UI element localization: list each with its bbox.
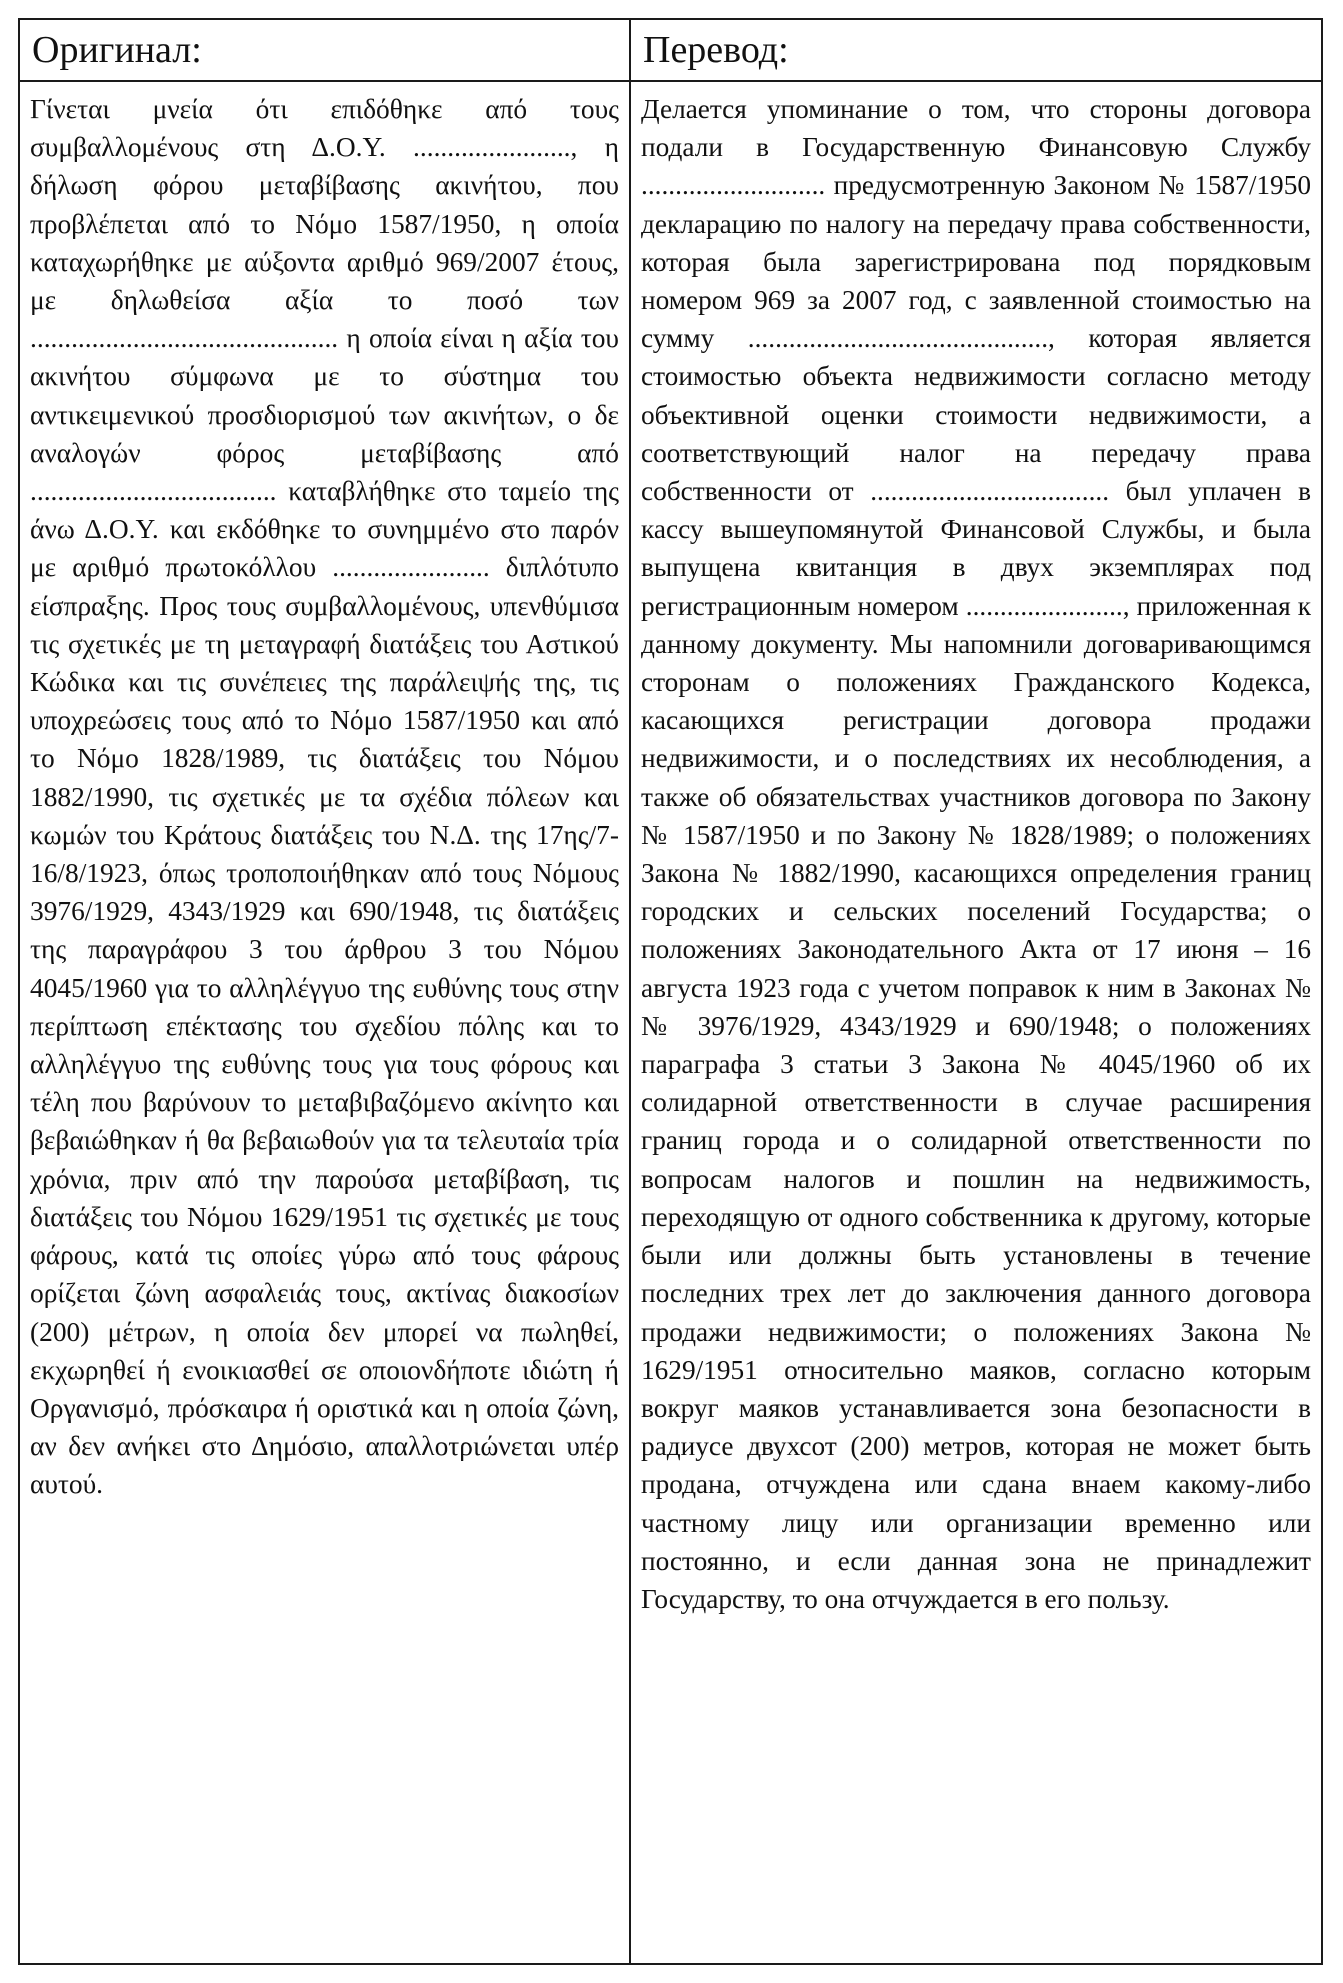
bilingual-document-table xyxy=(18,18,1323,1965)
header-row xyxy=(19,19,1322,81)
original-cell xyxy=(19,81,630,1964)
original-greek-text: Γίνεται μνεία ότι επιδόθηκε από τους συμβαλλομένους στη Δ.Ο.Υ. ......................., η δήλωση φόρου μεταβίβασης ακινήτου, που προβλέπεται από το Νόμο 1587/1950, η οποία καταχωρήθηκε με αύξοντα αριθμό 969/2007 έτους, με δηλωθείσα αξία το ποσό των ............................................. η οποία είναι η αξία του ακινήτου σύμφωνα με το σύστημα του αντικειμενικού προσδιορισμού των ακινήτων, ο δε αναλογών φόρος μεταβίβασης από .................................... καταβλήθηκε στο ταμείο της άνω Δ.Ο.Υ. και εκδόθηκε το συνημμένο στο παρόν με αριθμό πρωτοκόλλου ....................... διπλότυπο είσπραξης. Προς τους συμβαλλομένους, υπενθύμισα τις σχετικές με τη μεταγραφή διατάξεις του Αστικού Κώδικα και τις συνέπειες της παράλειψής της, τις υποχρεώσεις τους από το Νόμο 1587/1950 και από το Νόμο 1828/1989, τις διατάξεις του Νόμου 1882/1990, τις σχετικές με τα σχέδια πόλεων και κωμών του Κράτους διατάξεις του Ν.Δ. της 17ης/7-16/8/1923, όπως τροποποιήθηκαν από τους Νόμους 3976/1929, 4343/1929 και 690/1948, τις διατάξεις της παραγράφου 3 του άρθρου 3 του Νόμου 4045/1960 για το αλληλέγγυο της ευθύνης τους στην περίπτωση επέκτασης του σχεδίου πόλης και το αλληλέγγυο της ευθύνης τους για τους φόρους και τέλη που βαρύνουν το μεταβιβαζόμενο ακίνητο και βεβαιώθηκαν ή θα βεβαιωθούν για τα τελευταία τρία χρόνια, πριν από την παρούσα μεταβίβαση, τις διατάξεις του Νόμου 1629/1951 τις σχετικές με τους φάρους, κατά τις οποίες γύρω από τους φάρους ορίζεται ζώνη ασφαλειάς τους, ακτίνας διακοσίων (200) μέτρων, η οποία δεν μπορεί να πωληθεί, εκχωρηθεί ή ενοικιασθεί σε οποιονδήποτε ιδιώτη ή Οργανισμό, πρόσκαιρα ή οριστικά και η οποία ζώνη, αν δεν ανήκει στο Δημόσιο, απαλλοτριώνεται υπέρ αυτού. xyxy=(30,94,619,1500)
header-translation: Перевод: xyxy=(630,19,1322,81)
header-original: Оригинал: xyxy=(19,19,630,81)
content-row xyxy=(19,81,1322,1964)
translation-cell xyxy=(630,81,1322,1964)
translation-russian-text: Делается упоминание о том, что стороны договора подали в Государственную Финансовую Службу ........................... предусмотренную Законом № 1587/1950 декларацию по налогу на передачу права собственности, которая была зарегистрирована под порядковым номером 969 за 2007 год, с заявленной стоимостью на сумму ............................................, которая является стоимостью объекта недвижимости согласно методу объективной оценки стоимости недвижимости, а соответствующий налог на передачу права собственности от ................................... был уплачен в кассу вышеупомянутой Финансовой Службы, и была выпущена квитанция в двух экземплярах под регистрационным номером ......................., приложенная к данному документу. Мы напомнили договаривающимся сторонам о положениях Гражданского Кодекса, касающихся регистрации договора продажи недвижимости, и о последствиях их несоблюдения, а также об обязательствах участников договора по Закону № 1587/1950 и по Закону № 1828/1989; о положениях Закона № 1882/1990, касающихся определения границ городских и сельских поселений Государства; о положениях Законодательного Акта от 17 июня – 16 августа 1923 года с учетом поправок к ним в Законах №№ 3976/1929, 4343/1929 и 690/1948; о положениях параграфа 3 статьи 3 Закона № 4045/1960 об их солидарной ответственности в случае расширения границ города и о солидарной ответственности по вопросам налогов и пошлин на недвижимость, переходящую от одного собственника к другому, которые были или должны быть установлены в течение последних трех лет до заключения данного договора продажи недвижимости; о положениях Закона № 1629/1951 относительно маяков, согласно которым вокруг маяков устанавливается зона безопасности в радиусе двухсот (200) метров, которая не может быть продана, отчуждена или сдана внаем какому-либо частному лицу или организации временно или постоянно, и если данная зона не принадлежит Государству, то она отчуждается в его пользу. xyxy=(641,94,1311,1614)
